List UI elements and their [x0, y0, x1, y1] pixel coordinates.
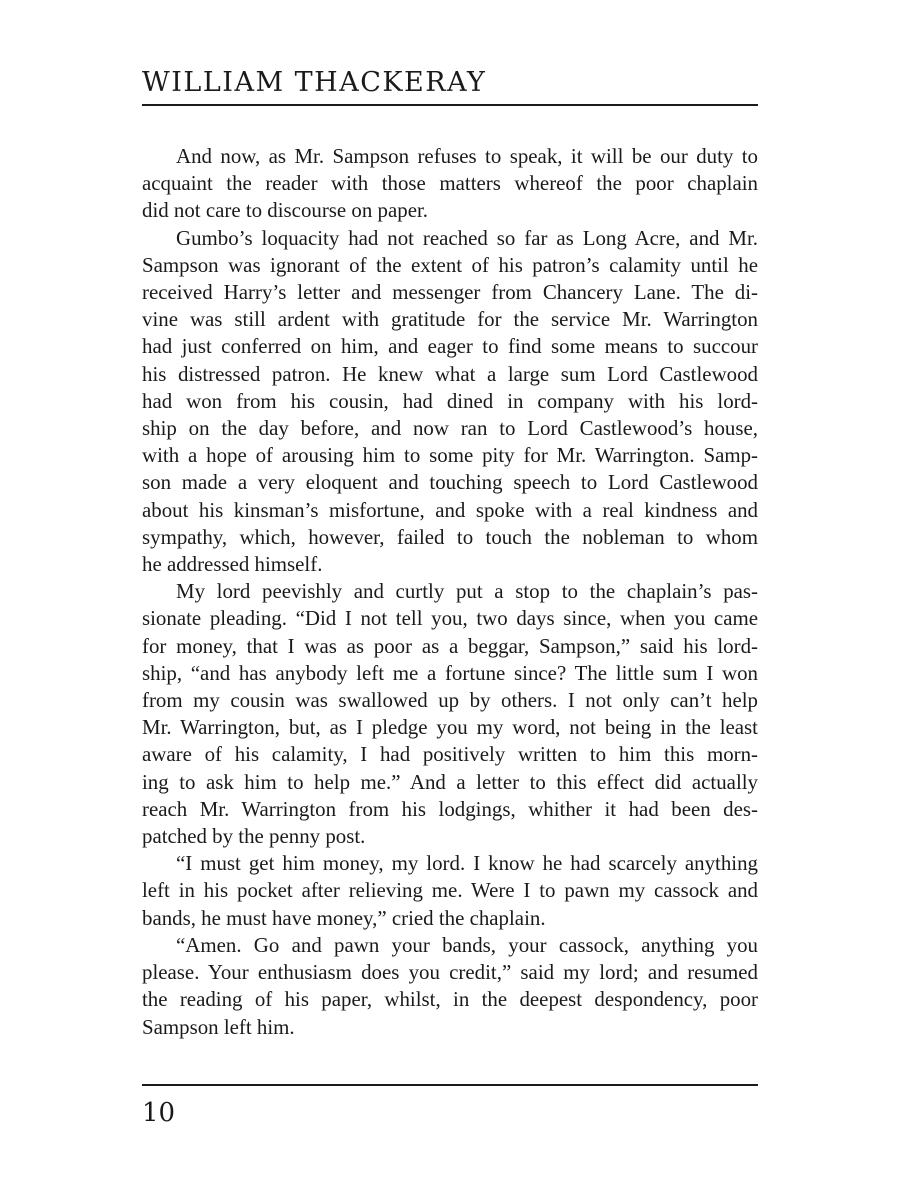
text-line: left in his pocket after relieving me. Were I to pawn my cassock and: [142, 878, 758, 903]
text-line: had won from his cousin, had dined in company with his lord-: [142, 388, 758, 413]
text-line: he addressed himself.: [142, 552, 323, 577]
text-line: patched by the penny post.: [142, 824, 366, 849]
text-line: for money, that I was as poor as a beggar, Sampson,” said his lord-: [142, 633, 758, 658]
text-line: bands, he must have money,” cried the chaplain.: [142, 905, 546, 930]
text-line: Sampson was ignorant of the extent of his patron’s calamity until he: [142, 252, 758, 277]
text-line: from my cousin was swallowed up by others. I not only can’t help: [142, 688, 758, 713]
text-line: sionate pleading. “Did I not tell you, two days since, when you came: [142, 606, 758, 631]
text-line: the reading of his paper, whilst, in the deepest despondency, poor: [142, 987, 758, 1012]
text-line: with a hope of arousing him to some pity for Mr. Warrington. Samp-: [142, 443, 758, 468]
text-line: his distressed patron. He knew what a large sum Lord Castlewood: [142, 361, 758, 386]
text-line: Sampson left him.: [142, 1014, 295, 1039]
text-line: Gumbo’s loquacity had not reached so far as Long Acre, and Mr.: [176, 225, 758, 250]
text-line: ship, “and has anybody left me a fortune since? The little sum I won: [142, 660, 758, 685]
text-line: ship on the day before, and now ran to Lord Castlewood’s house,: [142, 416, 758, 441]
text-line: “I must get him money, my lord. I know he had scarcely anything: [176, 851, 758, 876]
running-head: WILLIAM THACKERAY: [142, 67, 487, 98]
text-line: And now, as Mr. Sampson refuses to speak, it will be our duty to: [176, 144, 758, 168]
text-line: please. Your enthusiasm does you credit,” said my lord; and resumed: [142, 960, 758, 985]
text-line: reach Mr. Warrington from his lodgings, whither it had been des-: [142, 796, 758, 821]
body-text: [142, 143, 758, 1041]
text-line: Mr. Warrington, but, as I pledge you my word, not being in the least: [142, 715, 758, 740]
text-line: son made a very eloquent and touching speech to Lord Castlewood: [142, 470, 758, 495]
text-line: ing to ask him to help me.” And a letter to this effect did actually: [142, 769, 758, 794]
footer-rule: [142, 1084, 758, 1086]
page-number: 10: [142, 1098, 176, 1128]
text-line: aware of his calamity, I had positively written to him this morn-: [142, 742, 758, 767]
text-line: acquaint the reader with those matters whereof the poor chaplain: [142, 171, 758, 196]
text-line: sympathy, which, however, failed to touch the nobleman to whom: [142, 524, 758, 549]
text-line: “Amen. Go and pawn your bands, your cassock, anything you: [176, 932, 758, 957]
text-line: had just conferred on him, and eager to find some means to succour: [142, 334, 758, 359]
header-rule: [142, 104, 758, 106]
text-line: received Harry’s letter and messenger from Chancery Lane. The di-: [142, 280, 758, 305]
text-line: My lord peevishly and curtly put a stop to the chaplain’s pas-: [176, 579, 758, 604]
text-line: about his kinsman’s misfortune, and spoke with a real kindness and: [142, 497, 758, 522]
text-line: did not care to discourse on paper.: [142, 198, 429, 223]
text-line: vine was still ardent with gratitude for the service Mr. Warrington: [142, 307, 758, 332]
